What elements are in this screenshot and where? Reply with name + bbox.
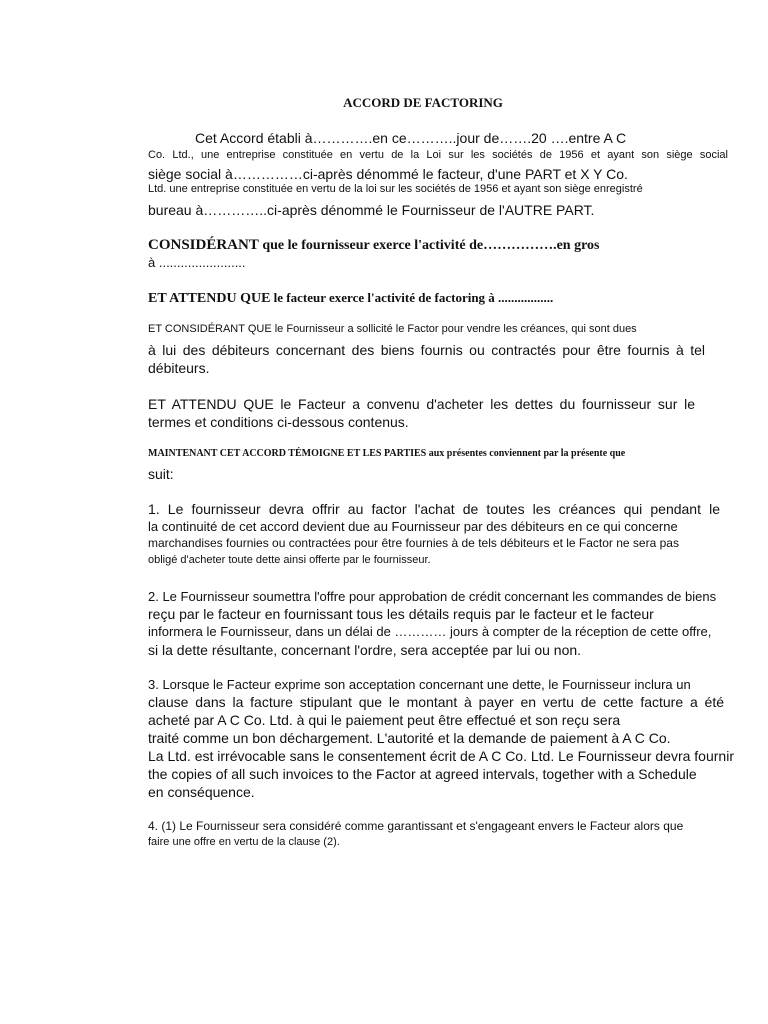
clause1-line-4: obligé d'acheter toute dette ainsi offerte par le fournisseur. bbox=[148, 554, 431, 566]
clause3-line-1: 3. Lorsque le Facteur exprime son acceptation concernant une dette, le Fournisseur inclura un bbox=[148, 677, 691, 692]
attendu2-line-2: termes et conditions ci-dessous contenus. bbox=[148, 414, 409, 430]
clause3-line-2: clause dans la facture stipulant que le montant à payer en vertu de cette facture a été bbox=[148, 694, 724, 710]
intro-line-4: Ltd. une entreprise constituée en vertu de la loi sur les sociétés de 1956 et ayant son siège enregistré bbox=[148, 183, 643, 195]
intro-line-3: siège social à……………ci-après dénommé le facteur, d'une PART et X Y Co. bbox=[148, 166, 628, 182]
considerant2-line-2: à lui des débiteurs concernant des biens fournis ou contractés pour être fournis à tel bbox=[148, 342, 705, 358]
considerant-line-2: à ........................ bbox=[148, 255, 246, 270]
clause4-line-2: faire une offre en vertu de la clause (2). bbox=[148, 836, 340, 848]
considerant-rest: que le fournisseur exerce l'activité de…………….en gros bbox=[258, 238, 600, 253]
clause2-line-2: reçu par le facteur en fournissant tous les détails requis par le facteur et le facteur bbox=[148, 606, 654, 622]
clause3-line-4: traité comme un bon déchargement. L'autorité et la demande de paiement à A C Co. bbox=[148, 730, 671, 746]
considerant-lead: CONSIDÉRANT bbox=[148, 237, 259, 253]
document-title: ACCORD DE FACTORING bbox=[343, 95, 503, 110]
maintenant-line-2: suit: bbox=[148, 466, 174, 482]
intro-line-1: Cet Accord établi à………….en ce………..jour de…….20 ….entre A C bbox=[195, 130, 627, 146]
considerant2-line-1: ET CONSIDÉRANT QUE le Fournisseur a sollicité le Factor pour vendre les créances, qui sont dues bbox=[148, 323, 637, 335]
clause3-line-5: La Ltd. est irrévocable sans le consentement écrit de A C Co. Ltd. Le Fournisseur devra fournir bbox=[148, 748, 734, 764]
attendu-lead: ET ATTENDU QUE bbox=[148, 291, 271, 306]
clause1-line-1: 1. Le fournisseur devra offrir au factor l'achat de toutes les créances qui pendant le bbox=[148, 501, 720, 517]
clause2-line-3: informera le Fournisseur, dans un délai de ………… jours à compter de la réception de cette offre, bbox=[148, 624, 712, 639]
intro-line-5: bureau à…………..ci-après dénommé le Fournisseur de l'AUTRE PART. bbox=[148, 202, 595, 218]
clause2-line-1: 2. Le Fournisseur soumettra l'offre pour approbation de crédit concernant les commandes de biens bbox=[148, 589, 717, 604]
attendu2-line-1: ET ATTENDU QUE le Facteur a convenu d'acheter les dettes du fournisseur sur le bbox=[148, 396, 695, 412]
clause2-line-4: si la dette résultante, concernant l'ordre, sera acceptée par lui ou non. bbox=[148, 642, 582, 658]
clause3-line-7: en conséquence. bbox=[148, 784, 255, 800]
clause4-line-1: 4. (1) Le Fournisseur sera considéré comme garantissant et s'engageant envers le Facteur alors que bbox=[148, 819, 684, 833]
clause3-line-3: acheté par A C Co. Ltd. à qui le paiement peut être effectué et son reçu sera bbox=[148, 712, 621, 728]
considerant-line-1 bbox=[148, 237, 599, 254]
intro-line-2: Co. Ltd., une entreprise constituée en vertu de la Loi sur les sociétés de 1956 et ayant son siège social bbox=[148, 149, 728, 161]
attendu-rest: le facteur exerce l'activité de factoring à ................. bbox=[270, 290, 554, 305]
attendu-line-1 bbox=[148, 290, 553, 307]
maintenant-line-1: MAINTENANT CET ACCORD TÉMOIGNE ET LES PARTIES aux présentes conviennent par la présente que bbox=[148, 448, 626, 459]
considerant2-line-3: débiteurs. bbox=[148, 360, 210, 376]
clause1-line-3: marchandises fournies ou contractées pour être fournies à de tels débiteurs et le Factor ne sera pas bbox=[148, 536, 679, 550]
clause3-line-6: the copies of all such invoices to the Factor at agreed intervals, together with a Schedule bbox=[148, 766, 697, 782]
clause1-line-2: la continuité de cet accord devient due au Fournisseur par des débiteurs en ce qui concerne bbox=[148, 519, 678, 534]
